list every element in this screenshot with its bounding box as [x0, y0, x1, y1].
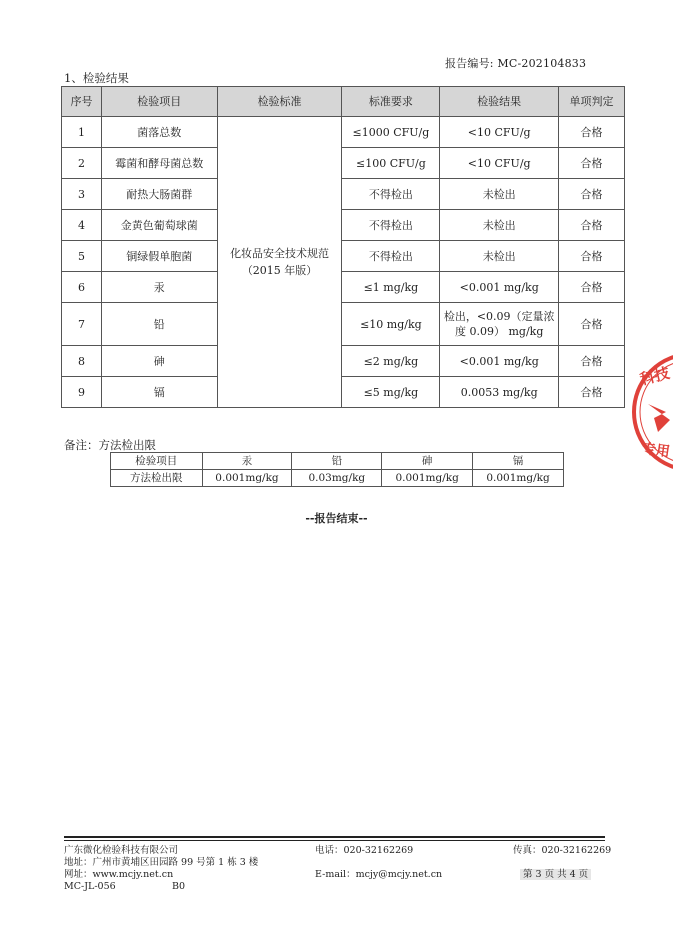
cell-requirement: 不得检出 [342, 179, 440, 210]
standard-line-1: 化妆品安全技术规范 [230, 247, 330, 260]
cell-item: 菌落总数 [101, 117, 217, 148]
limits-value-cell: 0.03mg/kg [292, 470, 382, 487]
results-table [61, 86, 625, 408]
footer-fax: 传真：020-32162269 [513, 845, 612, 856]
results-header-row [62, 87, 625, 117]
col-header-result: 检验结果 [440, 87, 559, 117]
cell-verdict: 合格 [559, 272, 625, 303]
report-end-mark: --报告结束-- [305, 512, 368, 525]
footer-pager-wrap [520, 869, 591, 881]
footer-email: E-mail：mcjy@mcjy.net.cn [315, 869, 443, 880]
cell-requirement: ≤1000 CFU/g [342, 117, 440, 148]
svg-text:专用: 专用 [640, 440, 671, 461]
cell-no: 1 [62, 117, 102, 148]
cell-no: 2 [62, 148, 102, 179]
cell-result: 未检出 [440, 241, 559, 272]
cell-verdict: 合格 [559, 117, 625, 148]
table-row [62, 346, 625, 377]
footer-version: B0 [172, 881, 186, 892]
limits-header-cell: 汞 [202, 453, 292, 470]
limits-header-cell: 检验项目 [111, 453, 203, 470]
cell-result: 未检出 [440, 179, 559, 210]
footer-address: 地址：广州市黄埔区田园路 99 号第 1 栋 3 楼 [64, 857, 259, 868]
limits-value-cell: 0.001mg/kg [202, 470, 292, 487]
table-row [62, 179, 625, 210]
cell-item: 金黄色葡萄球菌 [101, 210, 217, 241]
cell-result: 0.0053 mg/kg [440, 377, 559, 408]
cell-requirement: ≤10 mg/kg [342, 303, 440, 346]
cell-item: 砷 [101, 346, 217, 377]
detection-limit-table [110, 452, 564, 487]
footer-phone: 电话：020-32162269 [315, 845, 414, 856]
cell-requirement: ≤100 CFU/g [342, 148, 440, 179]
cell-no: 3 [62, 179, 102, 210]
cell-result: 未检出 [440, 210, 559, 241]
col-header-item: 检验项目 [101, 87, 217, 117]
limits-header-cell: 砷 [382, 453, 473, 470]
cell-no: 7 [62, 303, 102, 346]
cell-result [440, 303, 559, 346]
cell-standard [217, 117, 342, 408]
cell-verdict: 合格 [559, 148, 625, 179]
cell-no: 4 [62, 210, 102, 241]
cell-item: 镉 [101, 377, 217, 408]
page-indicator: 第 3 页 共 4 页 [520, 869, 591, 880]
cell-result: <0.001 mg/kg [440, 272, 559, 303]
footer-website: 网址：www.mcjy.net.cn [64, 869, 174, 880]
table-row [62, 272, 625, 303]
standard-line-2: （2015 年版） [241, 264, 318, 277]
cell-item: 霉菌和酵母菌总数 [101, 148, 217, 179]
cell-no: 9 [62, 377, 102, 408]
footer-company: 广东微化检验科技有限公司 [64, 845, 179, 856]
table-row [62, 210, 625, 241]
cell-requirement: ≤2 mg/kg [342, 346, 440, 377]
limits-value-row [111, 470, 564, 487]
limits-header-row [111, 453, 564, 470]
col-header-verdict: 单项判定 [559, 87, 625, 117]
col-header-requirement: 标准要求 [342, 87, 440, 117]
cell-no: 5 [62, 241, 102, 272]
footer-rule-thick [64, 836, 605, 838]
svg-text:科技: 科技 [637, 363, 672, 389]
result-line-2: 度 0.09） mg/kg [455, 325, 544, 338]
cell-verdict: 合格 [559, 210, 625, 241]
section-title: 1、检验结果 [64, 71, 129, 85]
cell-item: 汞 [101, 272, 217, 303]
limits-header-cell: 镉 [473, 453, 564, 470]
cell-verdict: 合格 [559, 303, 625, 346]
limits-value-cell: 0.001mg/kg [473, 470, 564, 487]
cell-verdict: 合格 [559, 179, 625, 210]
cell-result: <10 CFU/g [440, 117, 559, 148]
company-seal-stamp [600, 350, 673, 480]
footer-doc-code: MC-JL-056 [64, 881, 116, 892]
cell-requirement: ≤1 mg/kg [342, 272, 440, 303]
cell-result: <0.001 mg/kg [440, 346, 559, 377]
cell-item: 耐热大肠菌群 [101, 179, 217, 210]
cell-requirement: 不得检出 [342, 241, 440, 272]
table-row [62, 117, 625, 148]
cell-no: 6 [62, 272, 102, 303]
cell-verdict: 合格 [559, 346, 625, 377]
table-row [62, 241, 625, 272]
cell-item: 铜绿假单胞菌 [101, 241, 217, 272]
limits-header-cell: 铅 [292, 453, 382, 470]
footer-rule-thin [64, 840, 605, 841]
cell-no: 8 [62, 346, 102, 377]
cell-item: 铅 [101, 303, 217, 346]
limits-value-cell: 0.001mg/kg [382, 470, 473, 487]
cell-result: <10 CFU/g [440, 148, 559, 179]
result-line-1: 检出，<0.09（定量浓 [443, 310, 555, 323]
cell-verdict: 合格 [559, 241, 625, 272]
cell-verdict: 合格 [559, 377, 625, 408]
col-header-standard: 检验标准 [217, 87, 342, 117]
limits-value-cell: 方法检出限 [111, 470, 203, 487]
table-row [62, 148, 625, 179]
cell-requirement: 不得检出 [342, 210, 440, 241]
col-header-no: 序号 [62, 87, 102, 117]
report-number: 报告编号: MC-202104833 [445, 57, 587, 70]
note-title: 备注：方法检出限 [64, 438, 156, 452]
table-row [62, 377, 625, 408]
cell-requirement: ≤5 mg/kg [342, 377, 440, 408]
table-row [62, 303, 625, 346]
